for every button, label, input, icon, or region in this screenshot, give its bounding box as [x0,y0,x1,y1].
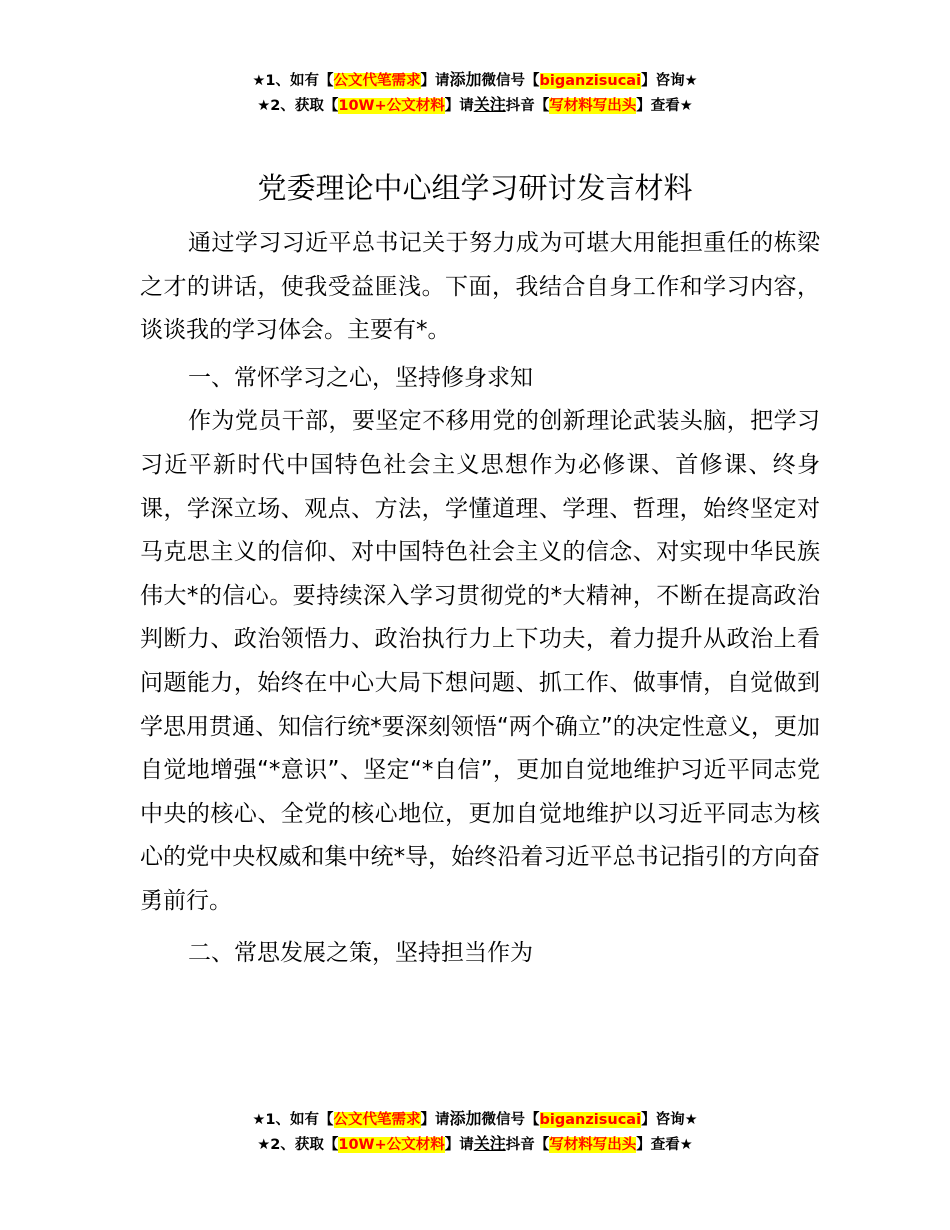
header-banner [0,68,950,118]
highlight-text: 公文代笔需求 [333,73,421,89]
paragraph: 作为党员干部，要坚定不移用党的创新理论武装头脑，把学习习近平新时代中国特色社会主义思想作为必修课、首修课、终身课，学深立场、观点、方法，学懂道理、学理、哲理，始终坚定对马克思主义的信仰、对中国特色社会主义的信念、对实现中华民族伟大*的信心。要持续深入学习贯彻党的*大精神，不断在提高政治判断力、政治领悟力、政治执行力上下功夫，着力提升从政治上看问题能力，始终在中心大局下想问题、抓工作、做事情，自觉做到学思用贯通、知信行统*要深刻领悟“两个确立”的决定性意义，更加自觉地增强“*意识”、坚定“*自信”，更加自觉地维护习近平同志党中央的核心、全党的核心地位，更加自觉地维护以习近平同志为核心的党中央权威和集中统*导，始终沿着习近平总书记指引的方向奋勇前行。 [140,408,820,914]
banner-text: 】请 [444,1137,474,1153]
banner-line-2 [0,93,950,118]
banner-text: ★2、获取【 [257,1137,339,1153]
banner-text: 】咨询★ [641,73,698,89]
banner-text: 关注 [473,95,506,114]
highlight-text: 10W+公文材料 [338,1137,445,1153]
section-heading: 二、常思发展之策，坚持担当作为 [188,939,533,966]
footer-banner [0,1107,950,1157]
document-body [140,222,820,975]
document-title: 党委理论中心组学习研讨发言材料 [257,171,693,205]
banner-text: 添加 [449,1109,482,1128]
highlight-text: 公文代笔需求 [333,1112,421,1128]
paragraph: 通过学习习近平总书记关于努力成为可堪大用能担重任的栋梁之才的讲话，使我受益匪浅。下面，我结合自身工作和学习内容，谈谈我的学习体会。主要有*。 [140,230,820,344]
banner-text: 添加 [449,70,482,89]
banner-text: 】咨询★ [641,1112,698,1128]
banner-line-1 [0,1107,950,1132]
banner-text: 微信号【 [481,1112,540,1128]
banner-text: ★1、如有【 [252,1112,334,1128]
banner-text: 抖音【 [505,1137,550,1153]
highlight-text: 写材料写出头 [549,98,637,114]
highlight-text: 写材料写出头 [549,1137,637,1153]
banner-text: 关注 [473,1134,506,1153]
banner-line-1 [0,68,950,93]
banner-text: 】请 [444,98,474,114]
banner-text: 】请 [420,73,450,89]
banner-text: 】查看★ [636,1137,693,1153]
banner-text: ★1、如有【 [252,73,334,89]
banner-text: 微信号【 [481,73,540,89]
banner-text: ★2、获取【 [257,98,339,114]
wechat-id: biganzisucai [539,1112,642,1128]
section-heading: 一、常怀学习之心，坚持修身求知 [188,364,533,391]
banner-text: 抖音【 [505,98,550,114]
banner-text: 】查看★ [636,98,693,114]
banner-text: 】请 [420,1112,450,1128]
wechat-id: biganzisucai [539,73,642,89]
banner-line-2 [0,1132,950,1157]
highlight-text: 10W+公文材料 [338,98,445,114]
